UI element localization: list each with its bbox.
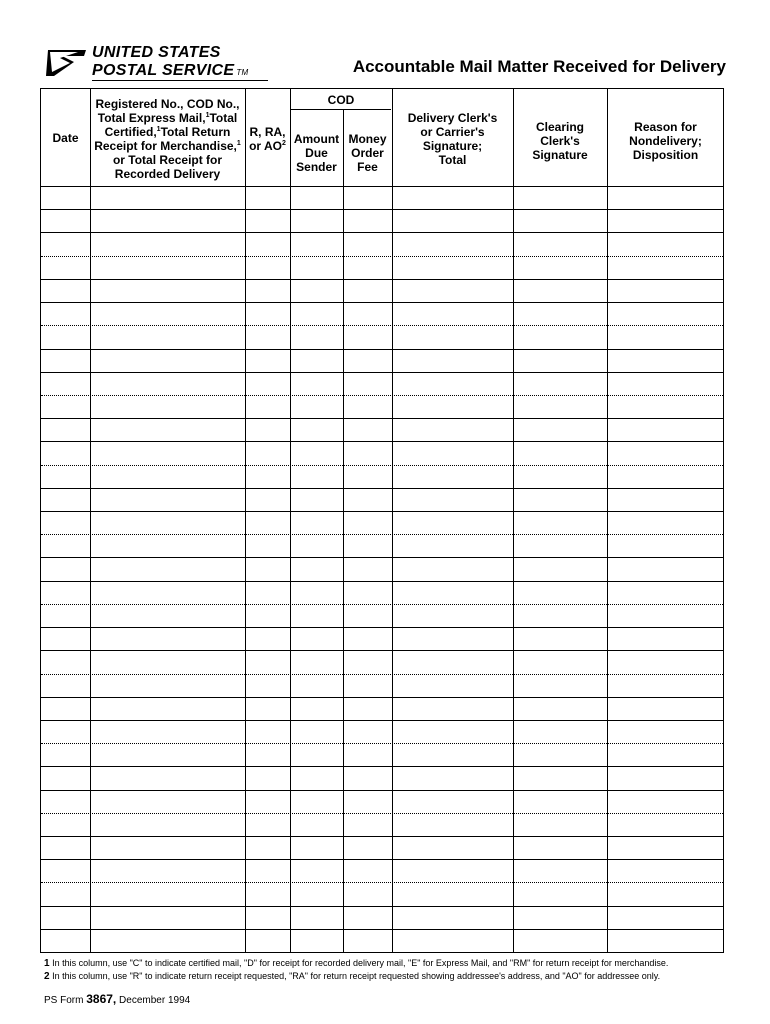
- cod-underline: [290, 109, 391, 110]
- form-title: Accountable Mail Matter Received for Delivery: [352, 57, 726, 76]
- col-divider: [392, 89, 393, 952]
- header-clearing-l1: Clearing: [535, 120, 584, 134]
- footnotes: [44, 957, 668, 983]
- row-line: [41, 232, 723, 233]
- row-line: [41, 256, 723, 257]
- row-line: [41, 418, 723, 419]
- form-prefix: PS Form: [44, 995, 84, 1006]
- header-clearing-l3: Signature: [532, 148, 588, 162]
- header-money-l3: Fee: [357, 160, 378, 174]
- header-registered-l6: Recorded Delivery: [114, 167, 221, 181]
- header-cod: COD: [327, 93, 355, 107]
- row-line: [41, 302, 723, 303]
- header-amount-l3: Sender: [296, 160, 337, 174]
- row-line: [41, 581, 723, 582]
- col-divider: [343, 109, 344, 952]
- header-registered-l3: Certified,$^1$Total Return: [104, 125, 231, 139]
- header-money-order-fee: [343, 132, 392, 174]
- header-clearing-l2: Clerk's: [540, 134, 580, 148]
- trademark: TM: [236, 68, 249, 77]
- header-registered-l2: Total Express Mail,$^1$Total: [97, 111, 238, 125]
- row-line: [41, 720, 723, 721]
- row-line: [41, 906, 723, 907]
- header-delivery-l1: Delivery Clerk's: [407, 111, 498, 125]
- logo-rule: [92, 80, 268, 81]
- row-line: [41, 395, 723, 396]
- row-line: [41, 441, 723, 442]
- col-divider: [245, 89, 246, 952]
- header-reason-l3: Disposition: [632, 148, 699, 162]
- form-number: 3867,: [86, 992, 117, 1006]
- header-registered-l4: Receipt for Merchandise,$^1$: [94, 139, 241, 153]
- row-line: [41, 279, 723, 280]
- header-delivery-clerk: [392, 111, 513, 167]
- row-line: [41, 813, 723, 814]
- logo-line1: UNITED STATES: [92, 44, 221, 61]
- row-line: [41, 790, 723, 791]
- row-line: [41, 372, 723, 373]
- header-registered: [90, 97, 245, 181]
- footnote-2: 2 In this column, use "R" to indicate return receipt requested, "RA" for return receipt requested showing addressee's address, and "AO" for addressee only.: [44, 971, 661, 982]
- header-registered-l1: Registered No., COD No.,: [95, 97, 240, 111]
- row-line: [41, 859, 723, 860]
- row-line: [41, 627, 723, 628]
- header-reason-l1: Reason for: [634, 120, 697, 134]
- header-date: Date: [52, 131, 79, 145]
- row-line: [41, 929, 723, 930]
- row-line: [41, 557, 723, 558]
- row-line: [41, 511, 723, 512]
- header-clearing-clerk: [513, 120, 607, 162]
- header-delivery-l2: or Carrier's: [420, 125, 485, 139]
- row-line: [41, 349, 723, 350]
- row-line: [41, 674, 723, 675]
- form-table: [40, 88, 724, 953]
- header-delivery-l4: Total: [438, 153, 467, 167]
- form-date: December 1994: [119, 995, 191, 1006]
- header-r-ra-ao: [245, 125, 290, 153]
- col-divider: [607, 89, 608, 952]
- header-money-l2: Order: [351, 146, 384, 160]
- header-amount: [290, 132, 343, 174]
- row-line: [41, 697, 723, 698]
- row-line: [41, 604, 723, 605]
- col-divider: [90, 89, 91, 952]
- header-money-l1: Money: [348, 132, 387, 146]
- row-line: [41, 650, 723, 651]
- header-reason: [607, 120, 724, 162]
- header-reason-l2: Nondelivery;: [629, 134, 702, 148]
- form-footer: [44, 992, 190, 1006]
- row-line: [41, 465, 723, 466]
- header-amount-l1: Amount: [293, 132, 340, 146]
- header-r-ra: R, RA,: [249, 125, 286, 139]
- row-line: [41, 488, 723, 489]
- footnote-1: 1 In this column, use "C" to indicate certified mail, "D" for receipt for recorded delivery mail, "E" for Express Mail, and "RM" for return receipt for merchandise.: [44, 958, 669, 969]
- header-amount-l2: Due: [305, 146, 328, 160]
- row-line: [41, 882, 723, 883]
- header-bottom-rule: [41, 186, 723, 187]
- eagle-icon: [44, 46, 88, 80]
- row-line: [41, 325, 723, 326]
- row-line: [41, 766, 723, 767]
- header-registered-l5: or Total Receipt for: [112, 153, 223, 167]
- row-line: [41, 836, 723, 837]
- col-divider: [290, 89, 291, 952]
- col-divider: [513, 89, 514, 952]
- header-ao: or $AO^2$: [249, 139, 286, 153]
- header-delivery-l3: Signature;: [422, 139, 483, 153]
- row-line: [41, 209, 723, 210]
- row-line: [41, 743, 723, 744]
- logo-line2: POSTAL SERVICE TM: [92, 62, 249, 79]
- row-line: [41, 534, 723, 535]
